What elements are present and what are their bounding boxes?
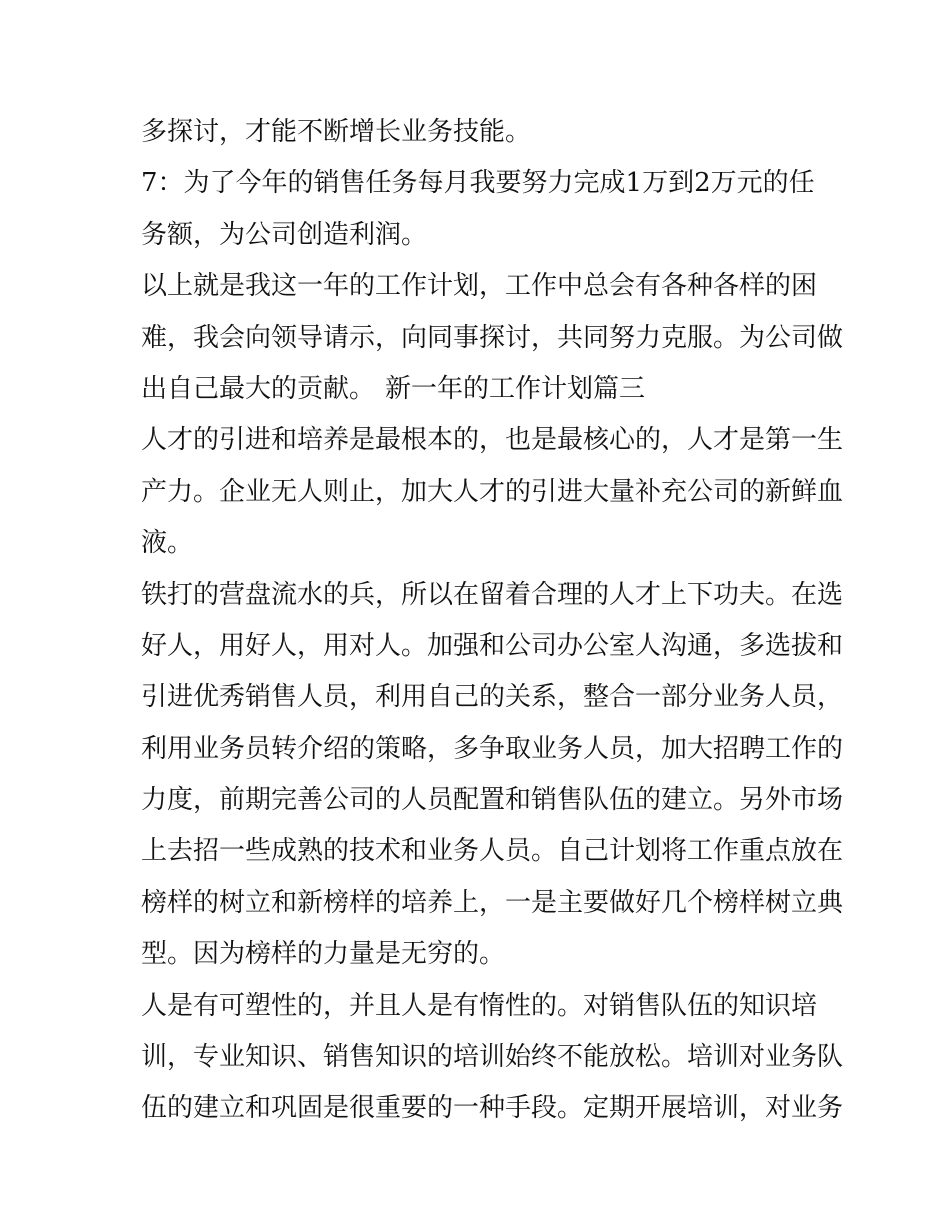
text-line-4: 以上就是我这一年的工作计划，工作中总会有各种各样的困 (141, 271, 818, 302)
text-line-19: 训，专业知识、销售知识的培训始终不能放松。培训对业务队 (141, 1042, 844, 1073)
text-line-6-sentence: 出自己最大的贡献。 (141, 373, 376, 404)
text-line-15: 上去招一些成熟的技术和业务人员。自己计划将工作重点放在 (141, 836, 844, 867)
text-line-13: 利用业务员转介绍的策略，多争取业务人员，加大招聘工作的 (141, 733, 844, 764)
text-line-3: 务额，为公司创造利润。 (141, 219, 428, 250)
text-line-11: 好人，用好人，用对人。加强和公司办公室人沟通，多选拔和 (141, 630, 844, 661)
text-line-2: 7：为了今年的销售任务每月我要努力完成1万到2万元的任 (141, 168, 815, 199)
text-line-9: 液。 (141, 528, 194, 559)
text-line-10: 铁打的营盘流水的兵，所以在留着合理的人才上下功夫。在选 (141, 579, 844, 610)
document-body (141, 107, 844, 1135)
text-line-1: 多探讨，才能不断增长业务技能。 (141, 117, 532, 147)
text-line-18: 人是有可塑性的，并且人是有惰性的。对销售队伍的知识培 (141, 990, 818, 1021)
text-line-17: 型。因为榜样的力量是无穷的。 (141, 939, 506, 970)
text-line-16: 榜样的树立和新榜样的培养上，一是主要做好几个榜样树立典 (141, 887, 844, 918)
text-line-6 (141, 364, 821, 415)
text-line-20: 伍的建立和巩固是很重要的一种手段。定期开展培训，对业务 (141, 1093, 844, 1124)
text-line-12: 引进优秀销售人员，利用自己的关系，整合一部分业务人员， (141, 682, 844, 713)
text-line-14: 力度，前期完善公司的人员配置和销售队伍的建立。另外市场 (141, 785, 844, 816)
text-line-7: 人才的引进和培养是最根本的，也是最核心的，人才是第一生 (141, 425, 844, 456)
text-line-8: 产力。企业无人则止，加大人才的引进大量补充公司的新鲜血 (141, 476, 844, 507)
section-heading: 新一年的工作计划篇三 (385, 373, 646, 404)
text-line-5: 难，我会向领导请示，向同事探讨，共同努力克服。为公司做 (141, 322, 844, 353)
